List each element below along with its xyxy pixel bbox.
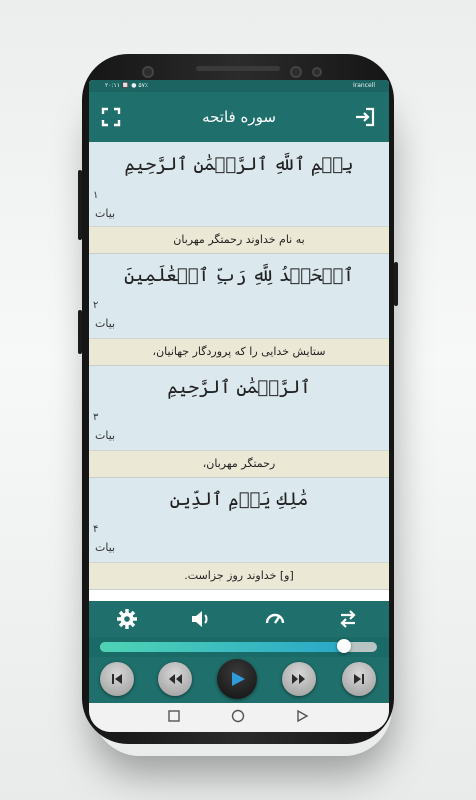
bayan-label[interactable]: بیات bbox=[89, 538, 389, 562]
verse-item[interactable] bbox=[89, 254, 389, 366]
rewind-button[interactable] bbox=[158, 662, 192, 696]
skip-next-icon bbox=[351, 671, 367, 687]
fast-forward-icon bbox=[291, 671, 307, 687]
system-nav-bar bbox=[89, 703, 389, 732]
verse-number: ۴ bbox=[89, 522, 389, 538]
rewind-icon bbox=[167, 671, 183, 687]
play-button[interactable] bbox=[217, 659, 257, 699]
verse-item[interactable] bbox=[89, 366, 389, 478]
translation-text: رحمتگر مهربان، bbox=[89, 450, 389, 478]
translation-text: ستایش خدایی را که پروردگار جهانیان، bbox=[89, 338, 389, 366]
status-carrier: Irancell bbox=[352, 82, 375, 89]
recents-icon[interactable] bbox=[167, 709, 181, 723]
settings-icon[interactable] bbox=[116, 608, 138, 630]
seek-thumb[interactable] bbox=[337, 639, 351, 653]
status-bar bbox=[89, 80, 389, 92]
phone-side-button bbox=[78, 170, 82, 240]
seek-track[interactable] bbox=[100, 642, 377, 652]
phone-screen bbox=[89, 80, 389, 732]
status-left: ۲۰:۱۱ 🔲 ● ۵۷٪ bbox=[105, 82, 149, 89]
arabic-text: مَٰلِكِ يَوۡمِ ٱلدِّينِ bbox=[89, 478, 389, 522]
bayan-label[interactable]: بیات bbox=[89, 314, 389, 338]
verse-item[interactable] bbox=[89, 142, 389, 254]
exit-icon[interactable] bbox=[354, 106, 376, 128]
bayan-label[interactable]: بیات bbox=[89, 426, 389, 450]
arabic-text: بِسۡمِ ٱللَّهِ ٱلرَّحۡمَٰنِ ٱلرَّحِيمِ bbox=[89, 142, 389, 188]
phone-speaker bbox=[196, 66, 280, 71]
page-title: سوره فاتحه bbox=[202, 108, 276, 126]
volume-icon[interactable] bbox=[190, 608, 212, 630]
app-bar bbox=[89, 92, 389, 142]
repeat-icon[interactable] bbox=[337, 608, 359, 630]
phone-side-button bbox=[78, 310, 82, 354]
seek-bar[interactable] bbox=[89, 637, 389, 657]
sensor-icon bbox=[290, 66, 302, 78]
speed-icon[interactable] bbox=[264, 608, 286, 630]
verse-number: ۳ bbox=[89, 410, 389, 426]
sensor-icon bbox=[312, 67, 322, 77]
front-camera-icon bbox=[142, 66, 154, 78]
arabic-text: ٱلۡحَمۡدُ لِلَّهِ رَبِّ ٱلۡعَٰلَمِينَ bbox=[89, 254, 389, 298]
translation-text: به نام خداوند رحمتگر مهربان bbox=[89, 226, 389, 254]
home-icon[interactable] bbox=[230, 709, 246, 725]
arabic-text: ٱلرَّحۡمَٰنِ ٱلرَّحِيمِ bbox=[89, 366, 389, 410]
bayan-label[interactable]: بیات bbox=[89, 204, 389, 226]
back-icon[interactable] bbox=[295, 709, 309, 723]
verse-number: ۲ bbox=[89, 298, 389, 314]
translation-text: [و] خداوند روز جزاست. bbox=[89, 562, 389, 590]
skip-next-button[interactable] bbox=[342, 662, 376, 696]
skip-previous-icon bbox=[109, 671, 125, 687]
verse-item[interactable] bbox=[89, 478, 389, 590]
phone-side-button bbox=[394, 262, 398, 306]
fast-forward-button[interactable] bbox=[282, 662, 316, 696]
play-icon bbox=[229, 670, 247, 688]
player-controls bbox=[89, 657, 389, 703]
verse-number: ۱ bbox=[89, 188, 389, 204]
skip-previous-button[interactable] bbox=[100, 662, 134, 696]
player-toolbar bbox=[89, 601, 389, 637]
verse-list[interactable] bbox=[89, 142, 389, 601]
seek-fill bbox=[100, 642, 344, 652]
